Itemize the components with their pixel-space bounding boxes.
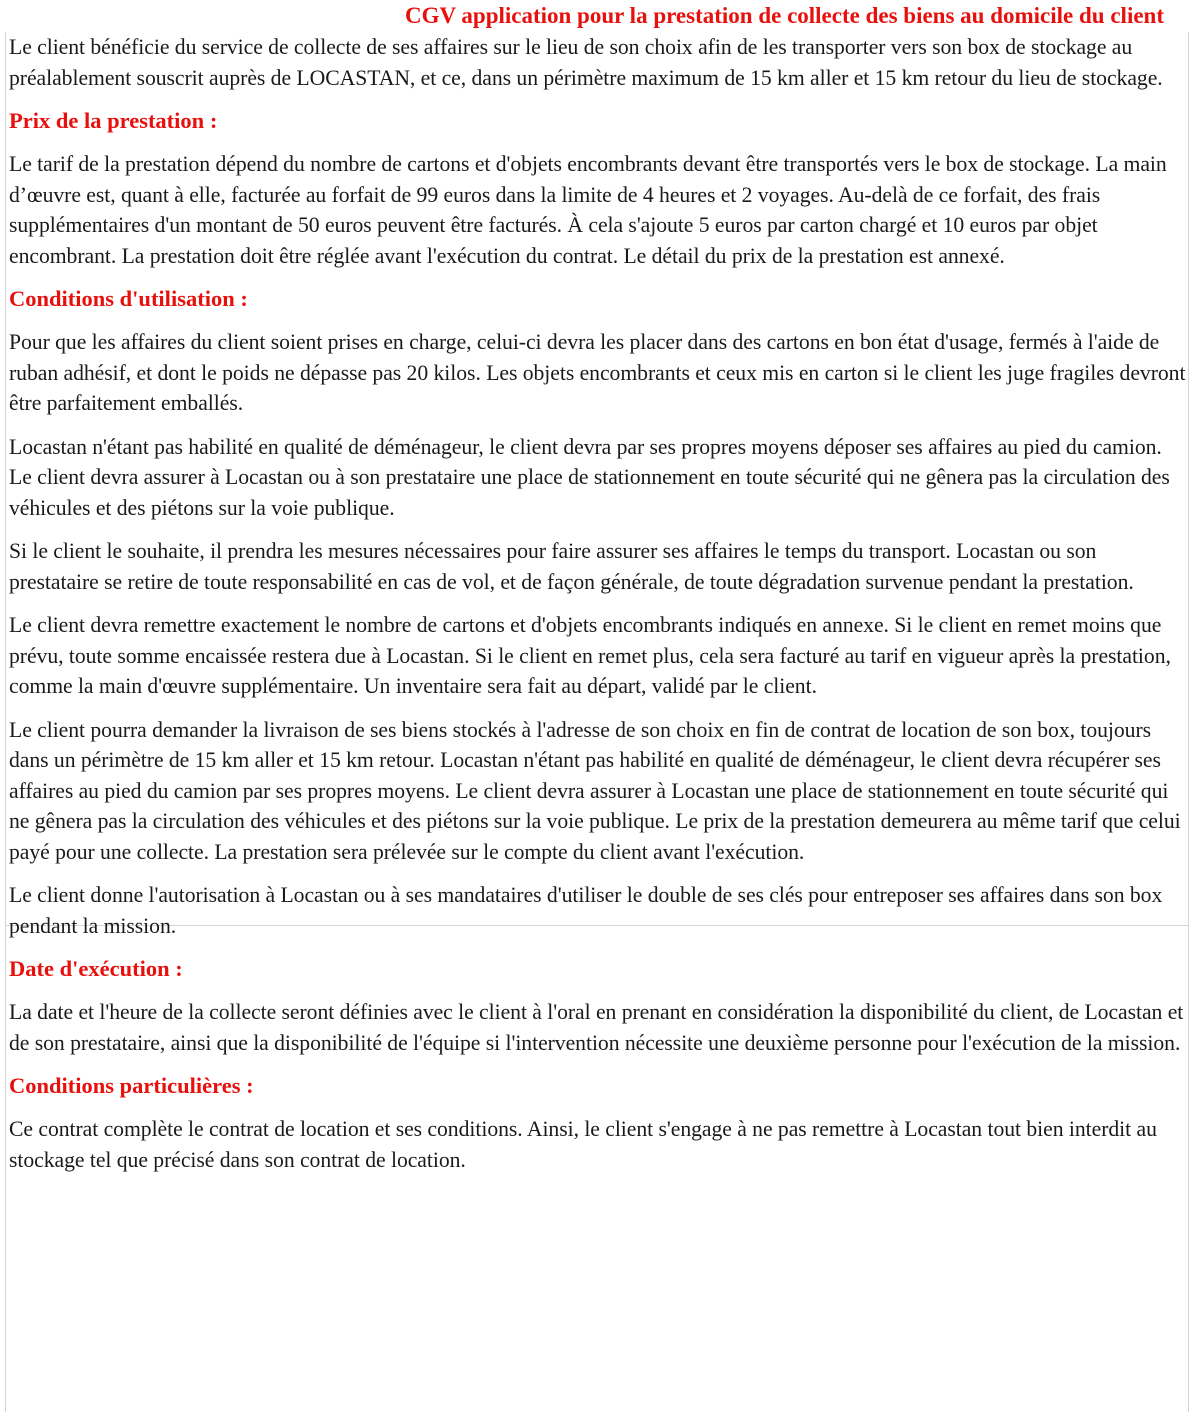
document-body	[9, 32, 1189, 1188]
section-heading-date: Date d'exécution :	[9, 956, 183, 981]
prix-paragraph: Le tarif de la prestation dépend du nombre de cartons et d'objets encombrants devant être transportés vers le box de stockage. La main d’œuvre est, quant à elle, facturée au forfait de 99 euros dans la limite de 4 heures et 2 voyages. Au-delà de ce forfait, des frais supplémentaires d'un montant de 50 euros peuvent être facturés. À cela s'ajoute 5 euros par carton chargé et 10 euros par objet encombrant. La prestation doit être réglée avant l'exécution du contrat. Le détail du prix de la prestation est annexé.	[9, 152, 1167, 268]
conditions-paragraph: Si le client le souhaite, il prendra les mesures nécessaires pour faire assurer ses affaires le temps du transport. Locastan ou son prestataire se retire de toute responsabilité en cas de vol, et de façon générale, de toute dégradation survenue pendant la prestation.	[9, 539, 1134, 594]
conditions-paragraph: Locastan n'étant pas habilité en qualité de déménageur, le client devra par ses propres moyens déposer ses affaires au pied du camion. Le client devra assurer à Locastan ou à son prestataire une place de stationnement en toute sécurité qui ne gênera pas la circulation des véhicules et des piétons sur la voie publique.	[9, 434, 1170, 520]
conditions-paragraph: Le client pourra demander la livraison de ses biens stockés à l'adresse de son choix en fin de contrat de location de son box, toujours dans un périmètre de 15 km aller et 15 km retour. Locastan n'étant pas habilité en qualité de déménageur, le client devra récupérer ses affaires au pied du camion par ses propres moyens. Le client devra assurer à Locastan une place de stationnement en toute sécurité qui ne gênera pas la circulation des véhicules et des piétons sur la voie publique. Le prix de la prestation demeurera au même tarif que celui payé pour une collecte. La prestation sera prélevée sur le compte du client avant l'exécution.	[9, 717, 1181, 864]
particulieres-paragraph: Ce contrat complète le contrat de location et ses conditions. Ainsi, le client s'engage à ne pas remettre à Locastan tout bien interdit au stockage tel que précisé dans son contrat de location.	[9, 1117, 1157, 1172]
document-title: CGV application pour la prestation de collecte des biens au domicile du client	[404, 3, 1164, 28]
conditions-paragraph: Le client donne l'autorisation à Locastan ou à ses mandataires d'utiliser le double de ses clés pour entreposer ses affaires dans son box pendant la mission.	[9, 883, 1163, 938]
conditions-paragraph: Le client devra remettre exactement le nombre de cartons et d'objets encombrants indiqués en annexe. Si le client en remet moins que prévu, toute somme encaissée restera due à Locastan. Si le client en remet plus, cela sera facturé au tarif en vigueur après la prestation, comme la main d'œuvre supplémentaire. Un inventaire sera fait au départ, validé par le client.	[9, 613, 1171, 698]
conditions-paragraph: Pour que les affaires du client soient prises en charge, celui-ci devra les placer dans des cartons en bon état d'usage, fermés à l'aide de ruban adhésif, et dont le poids ne dépasse pas 20 kilos. Les objets encombrants et ceux mis en carton si le client les juge fragiles devront être parfaitement emballés.	[9, 330, 1186, 415]
date-paragraph: La date et l'heure de la collecte seront définies avec le client à l'oral en prenant en considération la disponibilité du client, de Locastan et de son prestataire, ainsi que la disponibilité de l'équipe si l'intervention nécessite une deuxième personne pour l'exécution de la mission.	[9, 1000, 1184, 1055]
section-heading-conditions: Conditions d'utilisation :	[9, 286, 248, 311]
left-border	[5, 32, 6, 1412]
section-heading-prix: Prix de la prestation :	[9, 108, 218, 133]
intro-paragraph: Le client bénéficie du service de collecte de ses affaires sur le lieu de son choix afin de les transporter vers son box de stockage au préalablement souscrit auprès de LOCASTAN, et ce, dans un périmètre maximum de 15 km aller et 15 km retour du lieu de stockage.	[9, 35, 1163, 90]
section-heading-particulieres: Conditions particulières :	[9, 1073, 254, 1098]
